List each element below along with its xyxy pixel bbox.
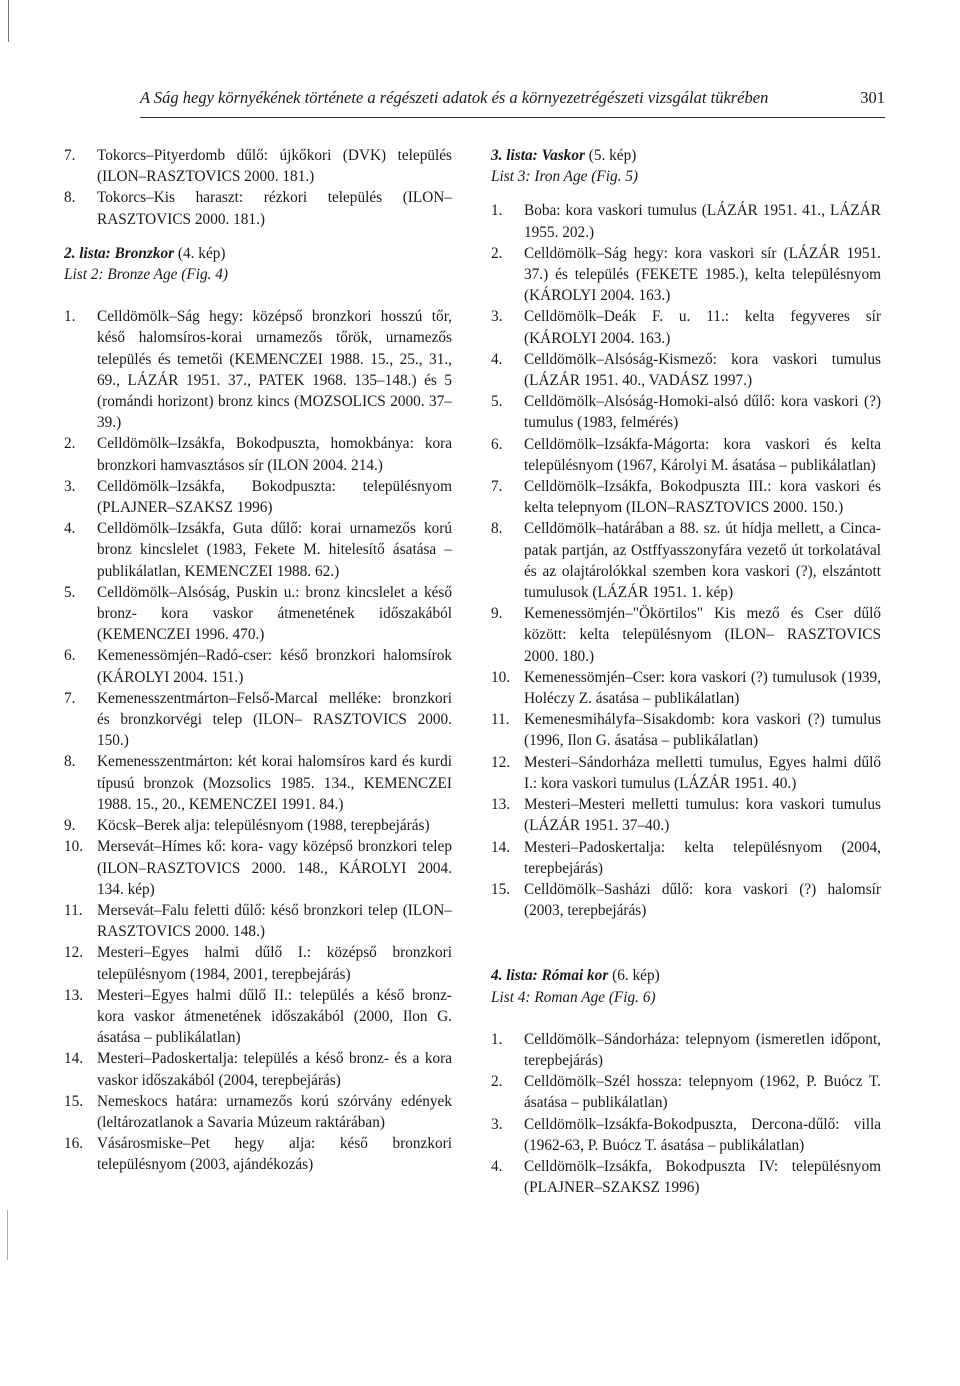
list-item-text: Celldömölk–Ság hegy: kora vaskori sír (LÁZÁR 1951. 37.) és település (FEKETE 1985.), kelta településnyom (KÁROLYI 2004. 163.) [524,244,881,305]
list-item-text: Celldömölk–Alsóság-Kismező: kora vaskori tumulus (LÁZÁR 1951. 40., VADÁSZ 1997.) [524,350,881,390]
list4-title-label: 4. lista: Római kor [491,967,609,985]
list-item [491,391,881,433]
list-item [64,433,452,475]
list-item-number: 4. [64,520,76,538]
list-item-text: Kemenessömjén–Radó-cser: késő bronzkori halomsírok (KÁROLYI 2004. 151.) [97,647,452,686]
spacer [491,187,881,200]
list4-title [491,965,881,986]
spacer [491,1008,881,1029]
list-item [491,200,881,242]
list-item [491,1071,881,1113]
list-item-text: Celldömölk–Alsóság, Puskin u.: bronz kincslelet a késő bronz- kora vaskor átmenetének időszakából (KEMENCZEI 1996. 470.) [97,583,452,644]
list-item-number: 15. [491,880,511,898]
list-item [491,667,881,709]
list-item-number: 6. [64,647,76,665]
spacer [64,230,452,243]
list-item-text: Mersevát–Falu feletti dűlő: késő bronzkori telep (ILON–RASZTOVICS 2000. 148.) [97,901,452,941]
list4-subtitle: List 4: Roman Age (Fig. 6) [491,988,656,1006]
list-item-text: Celldömölk–Izsákfa, Bokodpuszta IV: településnyom (PLAJNER–SZAKSZ 1996) [524,1157,881,1197]
list-item-number: 14. [64,1050,84,1068]
list-item-text: Celldömölk–Izsákfa-Bokodpuszta, Dercona-dűlő: villa (1962-63, P. Buócz T. ásatása – publikálatlan) [524,1115,881,1154]
list-item-number: 7. [64,689,76,707]
list-item-text: Celldömölk–Izsákfa, Bokodpuszta, homokbánya: kora bronzkori hamvasztásos sír (ILON 2004. 214.) [97,435,452,474]
list-item-text: Tokorcs–Pityerdomb dűlő: újkőkori (DVK) település (ILON–RASZTOVICS 2000. 181.) [97,147,452,186]
list-item-number: 13. [64,986,84,1004]
list-item-number: 5. [491,393,503,411]
list-item-text: Köcsk–Berek alja: településnyom (1988, terepbejárás) [97,817,430,835]
list-item-text: Celldömölk–Deák F. u. 11.: kelta fegyveres sír (KÁROLYI 2004. 163.) [524,308,881,347]
running-header-title: A Ság hegy környékének története a régészeti adatok és a környezetrégészeti vizsgálat tükrében [140,88,769,107]
list-item-text: Celldömölk–Alsóság-Homoki-alsó dűlő: kora vaskori (?) tumulus (1983, felmérés) [524,393,881,432]
list-item-text: Kemenessömjén–"Ökörtilos" Kis mező és Cser dűlő között: kelta településnyom (ILON– RASZTOVICS 2000. 180.) [524,605,881,665]
list-item-number: 10. [491,668,511,686]
list-item-text: Celldömölk–Ság hegy: középső bronzkori hosszú tőr, késő halomsíros-korai urnamezős tőrök, urnamezős település és temetői (KEMENCZEI 1988. 15., 25., 31., 69., LÁZÁR 1951. 37., PATEK 1968. 135–148.) és 5 (romándi horizont) bronz kincs (MOZSOLICS 2000. 37–39.) [97,308,452,432]
scan-edge-mark [8,0,9,42]
list-item-text: Mesteri–Padoskertalja: kelta településnyom (2004, terepbejárás) [524,838,881,877]
list-item [64,1048,452,1090]
list-item [491,434,881,476]
list3-title-label: 3. lista: Vaskor [491,147,585,164]
list-item-number: 11. [64,901,83,919]
list-item-text: Vásárosmiske–Pet hegy alja: késő bronzkori településnyom (2003, ajándékozás) [97,1135,452,1174]
list-item-number: 3. [64,477,76,495]
list-item [64,688,452,752]
list-item [64,645,452,687]
list-item-number: 9. [64,817,76,835]
list-item [64,836,452,900]
list-item [491,879,881,921]
list-item [64,1091,452,1133]
list-item-text: Celldömölk–Izsákfa, Guta dűlő: korai urnamezős korú bronz kincslelet (1983, Fekete M. hitelesítő ásatása – publikálatlan, KEMENCZEI 1988. 62.) [97,520,452,580]
list2-subtitle: List 2: Bronze Age (Fig. 4) [64,266,229,284]
list-item-number: 14. [491,838,511,856]
list-item [64,518,452,582]
list-item-text: Celldömölk–Izsákfa, Bokodpuszta: településnyom (PLAJNER–SZAKSZ 1996) [97,477,452,517]
list3-subtitle: List 3: Iron Age (Fig. 5) [491,168,639,186]
list-item-text: Celldömölk–Sándorháza: telepnyom (ismeretlen időpont, terepbejárás) [524,1030,881,1069]
list-item-number: 12. [64,944,84,962]
list-item-number: 12. [491,753,511,771]
list-item-text: Kemenesszentmárton–Felső-Marcal melléke: bronzkori és bronzkorvégi telep (ILON– RASZTOVICS 2000. 150.) [97,689,452,750]
list-item-number: 2. [64,435,76,453]
list-item-text: Mersevát–Hímes kő: kora- vagy középső bronzkori telep (ILON–RASZTOVICS 2000. 148., KÁROLYI 2004. 134. kép) [97,838,452,898]
list-item [64,476,452,518]
list-item [64,306,452,433]
list-item [491,476,881,518]
list-item [491,349,881,391]
list-item [491,1156,881,1198]
spacer [64,285,452,306]
list-item-number: 1. [491,1030,503,1048]
list-item-number: 4. [491,1157,503,1175]
list-item-text: Kemenessömjén–Cser: kora vaskori (?) tumulusok (1939, Holéczy Z. ásatása – publikálatlan) [524,668,881,708]
list-item-number: 1. [64,308,76,326]
list-item [491,1029,881,1071]
list-item-number: 4. [491,350,503,368]
list-item-text: Boba: kora vaskori tumulus (LÁZÁR 1951. 41., LÁZÁR 1955. 202.) [524,202,881,241]
list-item-text: Tokorcs–Kis haraszt: rézkori település (ILON–RASZTOVICS 2000. 181.) [97,189,452,228]
list-item [64,815,452,836]
list-item [491,837,881,879]
list-item-text: Celldömölk–Izsákfa-Mágorta: kora vaskori és kelta településnyom (1967, Károlyi M. ásatása – publikálatlan) [524,435,881,474]
list-item-number: 11. [491,711,510,729]
list-item-number: 1. [491,202,503,220]
list-item-text: Mesteri–Egyes halmi dűlő I.: középső bronzkori településnyom (1984, 2001, terepbejárás) [97,944,452,983]
spacer [491,921,881,965]
scan-edge-mark-lower [7,1210,8,1260]
list-item-number: 5. [64,583,76,601]
list-item [491,1114,881,1156]
list-item-number: 8. [491,520,503,538]
list2-title-label: 2. lista: Bronzkor [64,244,175,262]
list-item [64,900,452,942]
list-item-number: 7. [64,147,76,164]
list-item-text: Mesteri–Egyes halmi dűlő II.: település a késő bronz- kora vaskor átmenetének időszakából (2000, Ilon G. ásatása – publikálatlan) [97,986,452,1047]
list-item-number: 16. [64,1135,84,1153]
list-item [64,1133,452,1175]
list-item-number: 6. [491,435,503,453]
list3-figure-ref: (5. kép) [584,147,637,164]
list-item-text: Kemenesszentmárton: két korai halomsíros kard és kurdi típusú bronzok (Mozsolics 1985. 134., KEMENCZEI 1988. 15., 20., KEMENCZEI 1991. 84.) [97,753,452,813]
list4-figure-ref: (6. kép) [608,967,660,985]
list-item-text: Celldömölk–határában a 88. sz. út hídja mellett, a Cinca-patak partján, az Ostffyasszonyfára vezető út torkolatával és az olajtárolókkal szemben kora vaskori (?), elszántott tumulusok (LÁZÁR 1951. 1. kép) [524,520,881,602]
list-item-text: Mesteri–Sándorháza melletti tumulus, Egyes halmi dűlő I.: kora vaskori tumulus (LÁZÁR 1951. 40.) [524,753,881,792]
list-item-text: Mesteri–Mesteri melletti tumulus: kora vaskori tumulus (LÁZÁR 1951. 37–40.) [524,796,881,835]
header-rule [140,117,885,118]
list-item-number: 15. [64,1092,84,1110]
list-item [64,985,452,1049]
list-item-text: Mesteri–Padoskertalja: település a késő bronz- és a kora vaskor időszakából (2004, terepbejárás) [97,1050,452,1089]
list-item [491,243,881,307]
list-item [491,518,881,603]
list-item-text: Celldömölk–Izsákfa, Bokodpuszta III.: kora vaskori és kelta telepnyom (ILON–RASZTOVICS 2000. 150.) [524,478,881,517]
list-item-number: 3. [491,308,503,326]
list-item-number: 8. [64,753,76,771]
list-item-number: 9. [491,605,503,623]
list-item-number: 2. [491,244,503,262]
left-column [64,145,452,1176]
list-item [491,306,881,348]
list-item-number: 10. [64,838,84,856]
list-item-number: 8. [64,189,76,207]
list-item [491,603,881,667]
list-item-number: 7. [491,478,503,496]
list-item [64,187,452,229]
list-item [64,751,452,815]
list-item-number: 13. [491,796,511,814]
list-item-text: Celldömölk–Szél hossza: telepnyom (1962, P. Buócz T. ásatása – publikálatlan) [524,1073,881,1112]
list-item-text: Kemenesmihályfa–Sisakdomb: kora vaskori (?) tumulus (1996, Ilon G. ásatása – publikálatlan) [524,711,881,750]
list-item [491,794,881,836]
list-item-text: Celldömölk–Sasházi dűlő: kora vaskori (?) halomsír (2003, terepbejárás) [524,880,881,920]
right-column [491,145,881,1198]
list2-title [64,243,452,264]
list-item [64,942,452,984]
list-item [64,145,452,187]
list-item [64,582,452,646]
page-number: 301 [860,88,885,107]
list2-figure-ref: (4. kép) [174,244,226,262]
list-item-text: Nemeskocs határa: urnamezős korú szórvány edények (leltározatlanok a Savaria Múzeum raktárában) [97,1092,452,1131]
list-item [491,709,881,751]
list-item [491,752,881,794]
list3-title [491,145,881,166]
list-item-number: 2. [491,1073,503,1091]
list-item-number: 3. [491,1115,503,1133]
